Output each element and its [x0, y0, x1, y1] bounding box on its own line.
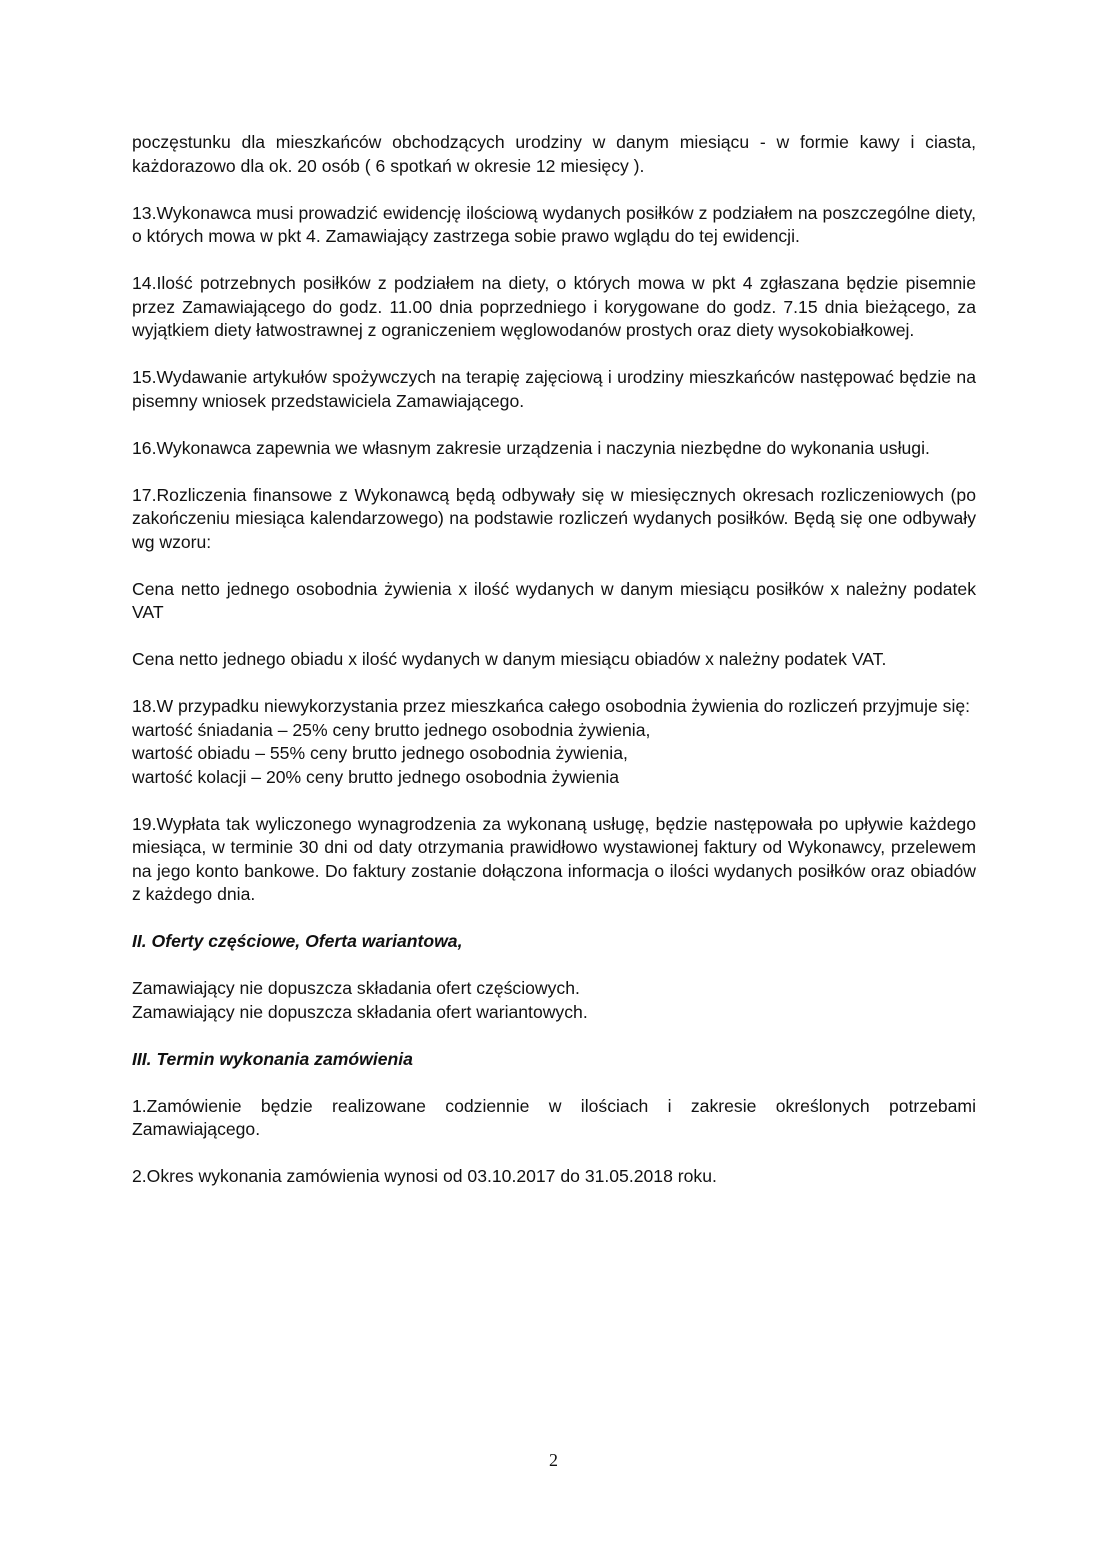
- paragraph-15: 15.Wydawanie artykułów spożywczych na terapię zajęciową i urodziny mieszkańców następować będzie na pisemny wniosek przedstawiciela Zamawiającego.: [132, 367, 976, 411]
- supper-value-line: wartość kolacji – 20% ceny brutto jednego osobodnia żywienia: [132, 766, 620, 787]
- paragraph-12-continuation: poczęstunku dla mieszkańców obchodzących urodziny w danym miesiącu - w formie kawy i ciasta, każdorazowo dla ok. 20 osób ( 6 spotkań w okresie 12 miesięcy ).: [132, 132, 976, 176]
- paragraph-17: 17.Rozliczenia finansowe z Wykonawcą będą odbywały się w miesięcznych okresach rozliczeniowych (po zakończeniu miesiąca kalendarzowego) na podstawie rozliczeń wydanych posiłków. Będą się one odbywały wg wzoru:: [132, 484, 976, 552]
- breakfast-value-line: wartość śniadania – 25% ceny brutto jednego osobodnia żywienia,: [132, 719, 651, 740]
- partial-offers-line: Zamawiający nie dopuszcza składania ofert częściowych.: [132, 978, 580, 998]
- paragraph-16: 16.Wykonawca zapewnia we własnym zakresie urządzenia i naczynia niezbędne do wykonania usługi.: [132, 437, 930, 458]
- paragraph-18-intro: 18.W przypadku niewykorzystania przez mieszkańca całego osobodnia żywienia do rozliczeń przyjmuje się:: [132, 696, 971, 716]
- formula-dinner: Cena netto jednego obiadu x ilość wydanych w danym miesiącu obiadów x należny podatek VAT.: [132, 649, 887, 669]
- document-page: [132, 131, 976, 1212]
- formula-meal-day: Cena netto jednego osobodnia żywienia x ilość wydanych w danym miesiącu posiłków x należny podatek VAT: [132, 578, 976, 622]
- section-3-paragraph-2: 2.Okres wykonania zamówienia wynosi od 03.10.2017 do 31.05.2018 roku.: [132, 1166, 717, 1186]
- section-2-heading: II. Oferty częściowe, Oferta wariantowa,: [132, 931, 463, 951]
- paragraph-18: [132, 695, 976, 789]
- section-2-body: [132, 977, 976, 1024]
- section-3-paragraph-1: 1.Zamówienie będzie realizowane codziennie w ilościach i zakresie określonych potrzebami Zamawiającego.: [132, 1095, 976, 1139]
- paragraph-19: 19.Wypłata tak wyliczonego wynagrodzenia za wykonaną usługę, będzie następowała po upływie każdego miesiąca, w terminie 30 dni od daty otrzymania prawidłowo wystawionej faktury od Wykonawcy, przelewem na jego konto bankowe. Do faktury zostanie dołączona informacja o ilości wydanych posiłków oraz obiadów z każdego dnia.: [132, 813, 976, 904]
- paragraph-14: 14.Ilość potrzebnych posiłków z podziałem na diety, o których mowa w pkt 4 zgłaszana będzie pisemnie przez Zamawiającego do godz. 11.00 dnia poprzedniego i korygowane do godz. 7.15 dnia bieżącego, za wyjątkiem diety łatwostrawnej z ograniczeniem węglowodanów prostych oraz diety wysokobiałkowej.: [132, 273, 976, 340]
- page-number: 2: [549, 1450, 558, 1470]
- variant-offers-line: Zamawiający nie dopuszcza składania ofert wariantowych.: [132, 1001, 588, 1022]
- section-3-heading: III. Termin wykonania zamówienia: [132, 1048, 413, 1069]
- dinner-value-line: wartość obiadu – 55% ceny brutto jednego osobodnia żywienia,: [132, 743, 628, 763]
- paragraph-13: 13.Wykonawca musi prowadzić ewidencję ilościową wydanych posiłków z podziałem na poszczególne diety, o których mowa w pkt 4. Zamawiający zastrzega sobie prawo wglądu do tej ewidencji.: [132, 202, 976, 246]
